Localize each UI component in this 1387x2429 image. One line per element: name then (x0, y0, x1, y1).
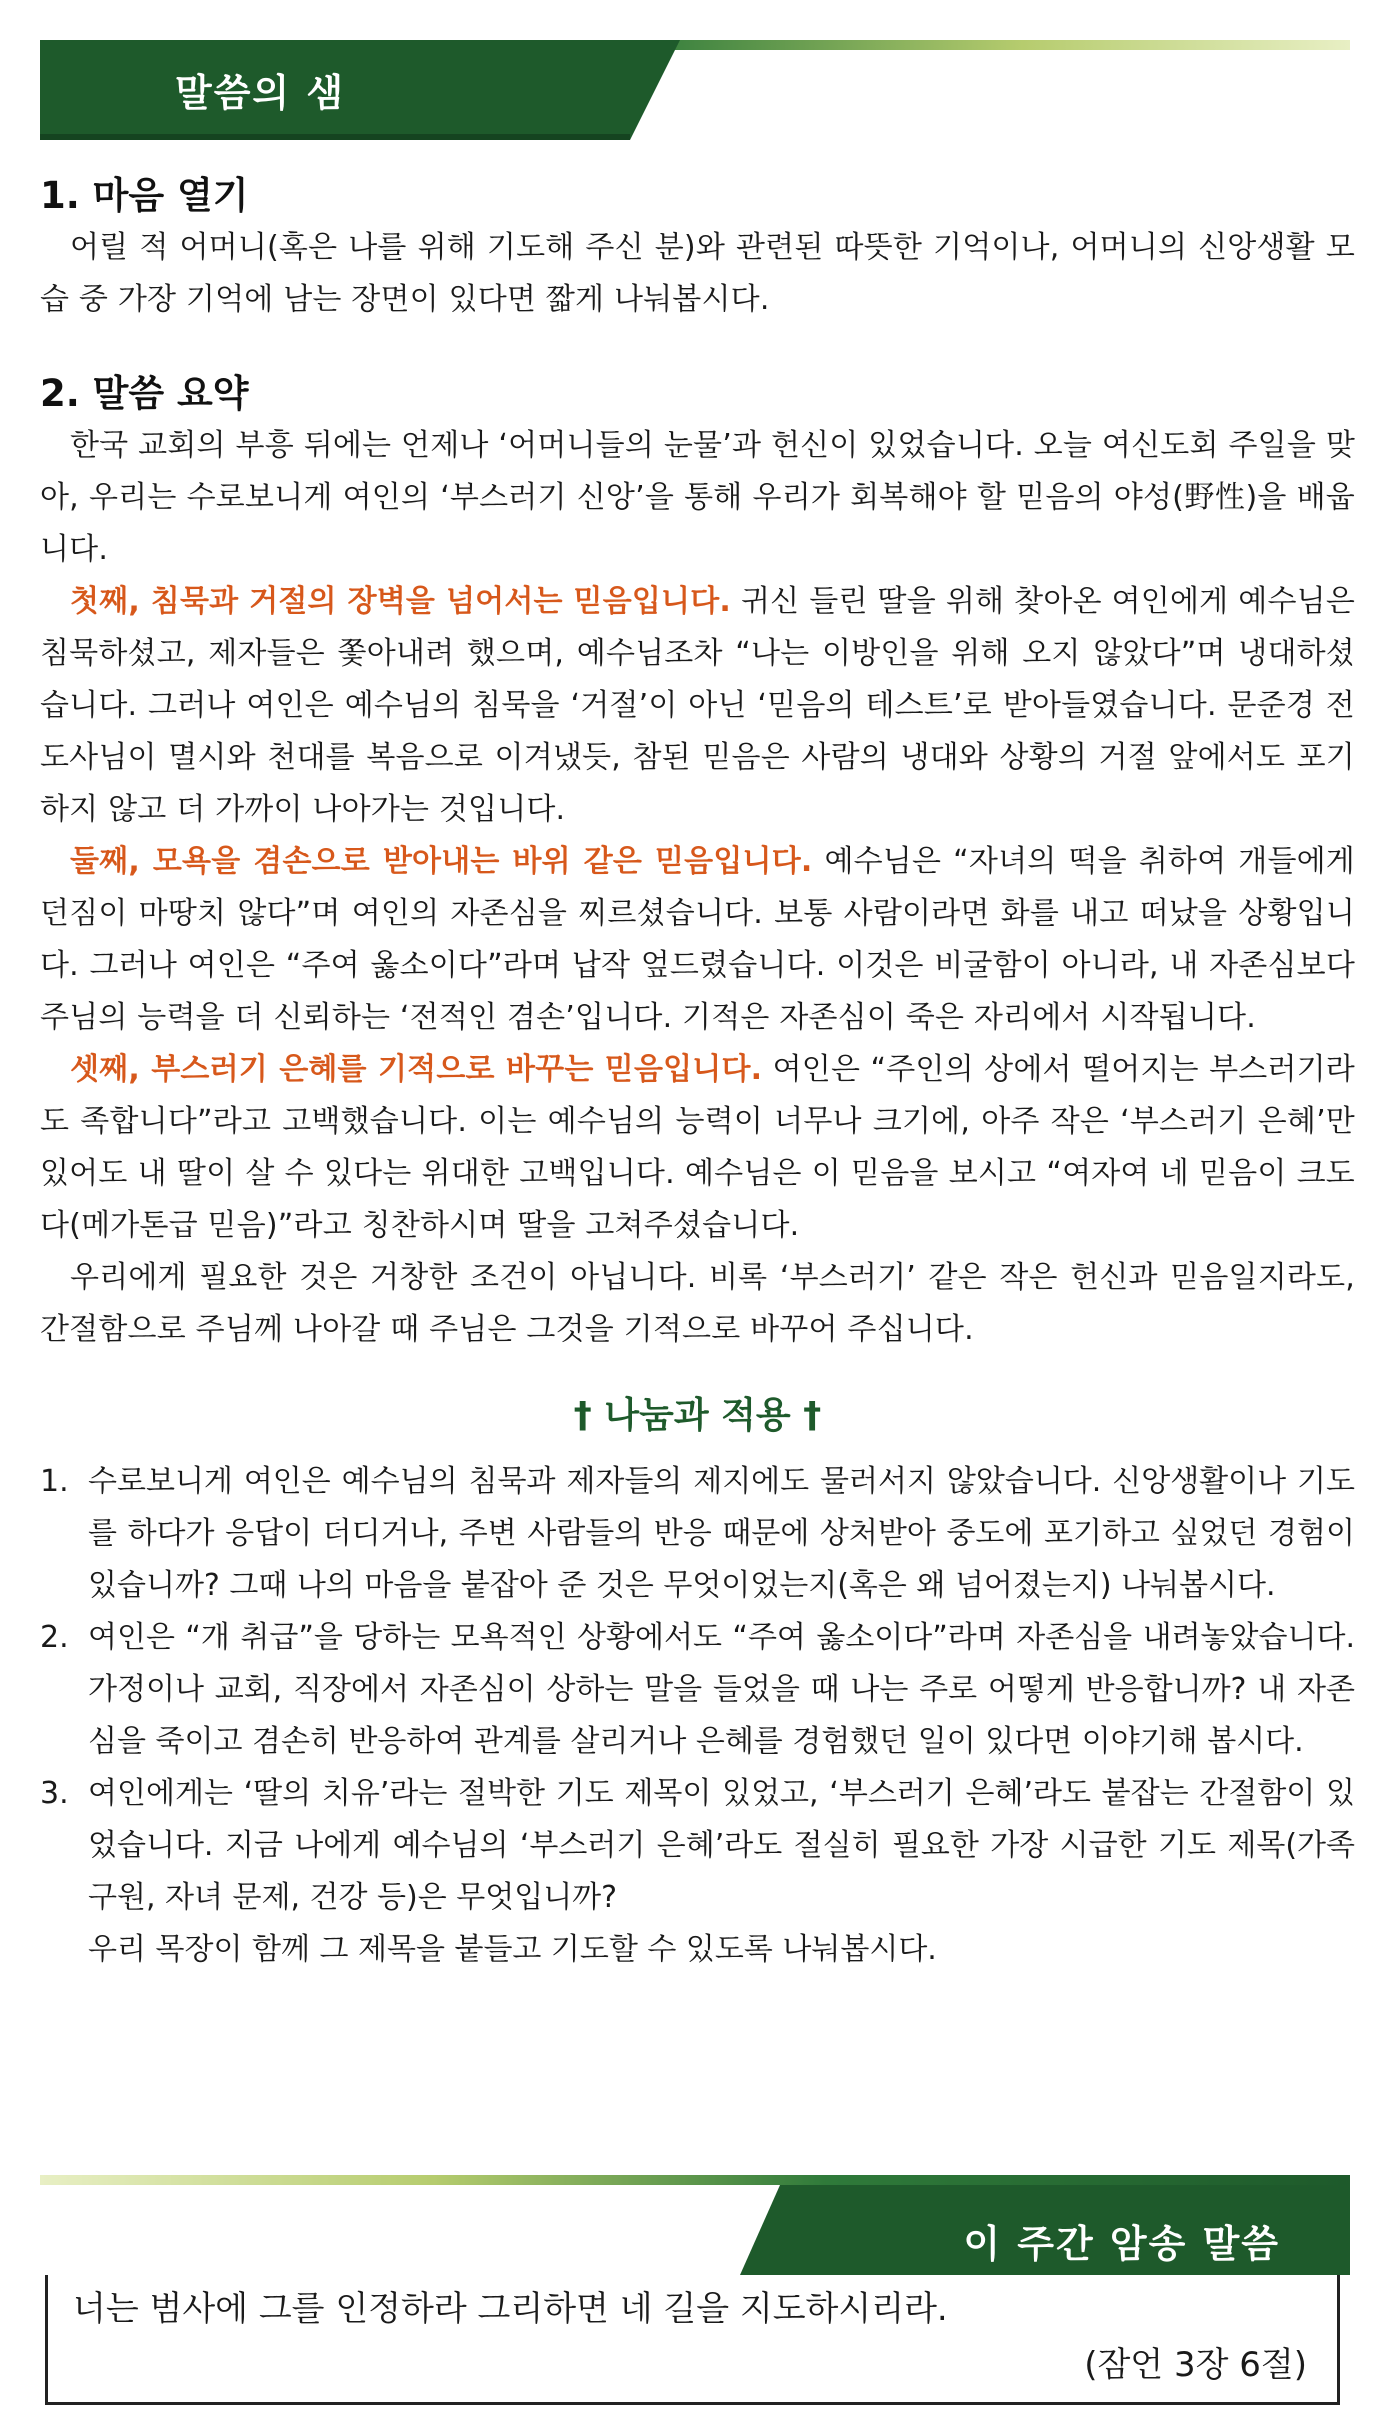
question-item (40, 1456, 1355, 1612)
question-extra-text: 우리 목장이 함께 그 제목을 붙들고 기도할 수 있도록 나눠봅시다. (88, 1932, 937, 1967)
sharing-title: 나눔과 적용 (604, 1395, 791, 1436)
summary-point-3 (40, 1044, 1355, 1252)
memory-verse-box (45, 2275, 1340, 2405)
point-1-body: 귀신 들린 딸을 위해 찾아온 여인에게 예수님은 침묵하셨고, 제자들은 쫓아내려 했으며, 예수님조차 “나는 이방인을 위해 오지 않았다”며 냉대하셨습니다. 그러나 여인은 예수님의 침묵을 ‘거절’이 아닌 ‘믿음의 테스트’로 받아들였습니다. 문준경 전도사님이 멸시와 천대를 복음으로 이겨냈듯, 참된 믿음은 사람의 냉대와 상황의 거절 앞에서도 포기하지 않고 더 가까이 나아가는 것입니다. (40, 584, 1356, 827)
point-3-body: 여인은 “주인의 상에서 떨어지는 부스러기라도 족합니다”라고 고백했습니다. 이는 예수님의 능력이 너무나 크기에, 아주 작은 ‘부스러기 은혜’만 있어도 내 딸이 살 수 있다는 위대한 고백입니다. 예수님은 이 믿음을 보시고 “여자여 네 믿음이 크도다(메가톤급 믿음)”라고 칭찬하시며 딸을 고쳐주셨습니다. (40, 1052, 1355, 1243)
memory-verse-text: 너는 범사에 그를 인정하라 그리하면 네 길을 지도하시리라. (73, 2289, 948, 2329)
sharing-questions (40, 1456, 1355, 1976)
question-number: 3. (40, 1776, 69, 1811)
memory-title: 이 주간 암송 말씀 (963, 2222, 1280, 2266)
main-content (40, 170, 1355, 1976)
question-item (40, 1612, 1355, 1768)
memory-verse-reference: (잠언 3장 6절) (1084, 2345, 1307, 2385)
point-3-title: 셋째, 부스러기 은혜를 기적으로 바꾸는 믿음입니다. (70, 1052, 763, 1087)
summary-point-1 (40, 576, 1355, 836)
point-1-title: 첫째, 침묵과 거절의 장벽을 넘어서는 믿음입니다. (70, 584, 732, 619)
cross-icon-right: † (803, 1395, 822, 1436)
section-heading-summary: 2. 말씀 요약 (40, 372, 249, 415)
question-number: 2. (40, 1620, 69, 1655)
cross-icon-left: † (573, 1395, 592, 1436)
question-text: 수로보니게 여인은 예수님의 침묵과 제자들의 제지에도 물러서지 않았습니다. 신앙생활이나 기도를 하다가 응답이 더디거나, 주변 사람들의 반응 때문에 상처받아 중도에 포기하고 싶었던 경험이 있습니까? 그때 나의 마음을 붙잡아 준 것은 무엇이었는지(혹은 왜 넘어졌는지) 나눠봅시다. (88, 1464, 1355, 1603)
question-text: 여인에게는 ‘딸의 치유’라는 절박한 기도 제목이 있었고, ‘부스러기 은혜’라도 붙잡는 간절함이 있었습니다. 지금 나에게 예수님의 ‘부스러기 은혜’라도 절실히 필요한 가장 시급한 기도 제목(가족 구원, 자녀 문제, 건강 등)은 무엇입니까? (88, 1776, 1355, 1915)
page-title: 말씀의 샘 (175, 71, 346, 115)
header-banner (40, 40, 1350, 140)
point-2-body: 예수님은 “자녀의 떡을 취하여 개들에게 던짐이 마땅치 않다”며 여인의 자존심을 찌르셨습니다. 보통 사람이라면 화를 내고 떠났을 상황입니다. 그러나 여인은 “주여 옳소이다”라며 납작 엎드렸습니다. 이것은 비굴함이 아니라, 내 자존심보다 주님의 능력을 더 신뢰하는 ‘전적인 겸손’입니다. 기적은 자존심이 죽은 자리에서 시작됩니다. (40, 844, 1355, 1035)
sharing-heading (40, 1386, 1355, 1446)
summary-closing: 우리에게 필요한 것은 거창한 조건이 아닙니다. 비록 ‘부스러기’ 같은 작은 헌신과 믿음일지라도, 간절함으로 주님께 나아갈 때 주님은 그것을 기적으로 바꾸어 주십니다. (40, 1260, 1355, 1347)
memory-banner (40, 2175, 1350, 2275)
section-opening-body: 어릴 적 어머니(혹은 나를 위해 기도해 주신 분)와 관련된 따뜻한 기억이나, 어머니의 신앙생활 모습 중 가장 기억에 남는 장면이 있다면 짧게 나눠봅시다. (40, 230, 1355, 317)
summary-intro: 한국 교회의 부흥 뒤에는 언제나 ‘어머니들의 눈물’과 헌신이 있었습니다. 오늘 여신도회 주일을 맞아, 우리는 수로보니게 여인의 ‘부스러기 신앙’을 통해 우리가 회복해야 할 믿음의 야성(野性)을 배웁니다. (40, 428, 1355, 567)
point-2-title: 둘째, 모욕을 겸손으로 받아내는 바위 같은 믿음입니다. (70, 844, 813, 879)
section-heading-opening: 1. 마음 열기 (40, 174, 249, 217)
summary-point-2 (40, 836, 1355, 1044)
question-number: 1. (40, 1464, 69, 1499)
question-item (40, 1768, 1355, 1976)
question-text: 여인은 “개 취급”을 당하는 모욕적인 상황에서도 “주여 옳소이다”라며 자존심을 내려놓았습니다. 가정이나 교회, 직장에서 자존심이 상하는 말을 들었을 때 나는 주로 어떻게 반응합니까? 내 자존심을 죽이고 겸손히 반응하여 관계를 살리거나 은혜를 경험했던 일이 있다면 이야기해 봅시다. (88, 1620, 1355, 1759)
